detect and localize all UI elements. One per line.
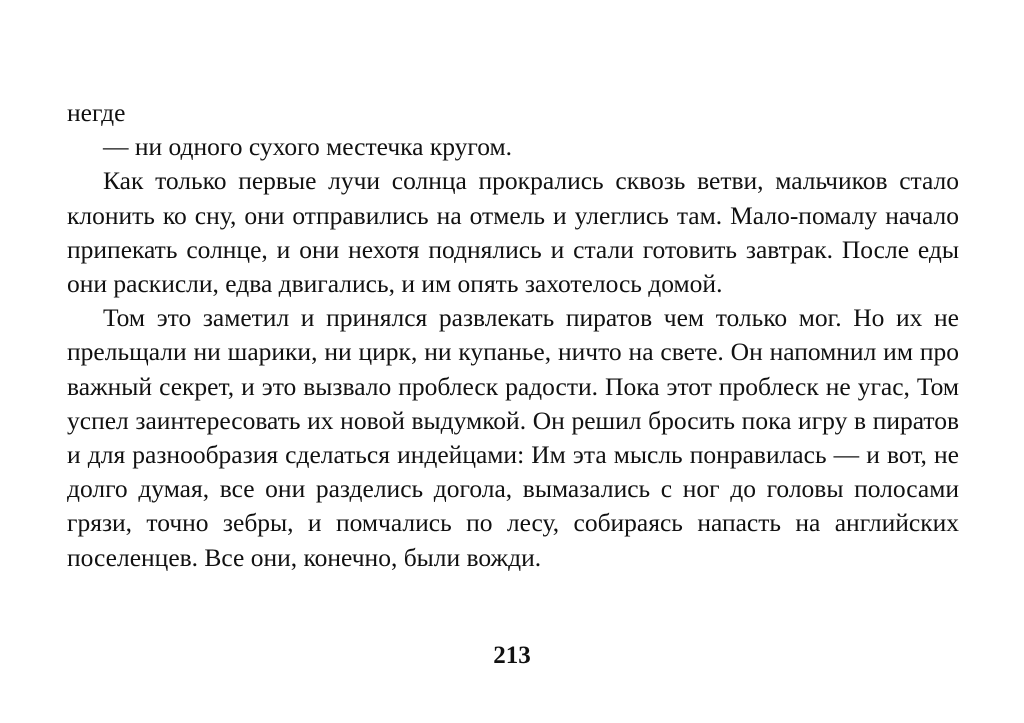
paragraph-morning: Как только первые лучи солнца прокрались сквозь ветви, мальчиков стало клонить ко сну, они отправились на отмель и улеглись там. Мало-помалу начало припекать солнце, и они нехотя поднялись и стали готовить завтрак. После еды они раскисли, едва двигались, и им опять захотелось домой. [67, 166, 959, 299]
paragraph-dash-line: — ни одного сухого местечка кругом. [103, 132, 512, 162]
paragraph-fragment: негде [67, 98, 126, 127]
page-number: 213 [493, 642, 531, 669]
paragraph-tom-idea: Том это заметил и принялся развлекать пиратов чем только мог. Но их не прельщали ни шарики, ни цирк, ни купанье, ничто на свете. Он напомнил им про важный секрет, и это вызвало проблеск радости. Пока этот проблеск не угас, Том успел заинтересовать их новой выдумкой. Он решил бросить пока игру в пиратов и для разнообразия сделаться индейцами: Им эта мысль понравилась — и вот, не долго думая, все они разделись догола, вымазались с ног до головы полосами грязи, точно зебры, и помчались по лесу, собираясь напасть на английских поселенцев. Все они, конечно, были вожди. [67, 303, 959, 572]
body-text [67, 96, 959, 575]
